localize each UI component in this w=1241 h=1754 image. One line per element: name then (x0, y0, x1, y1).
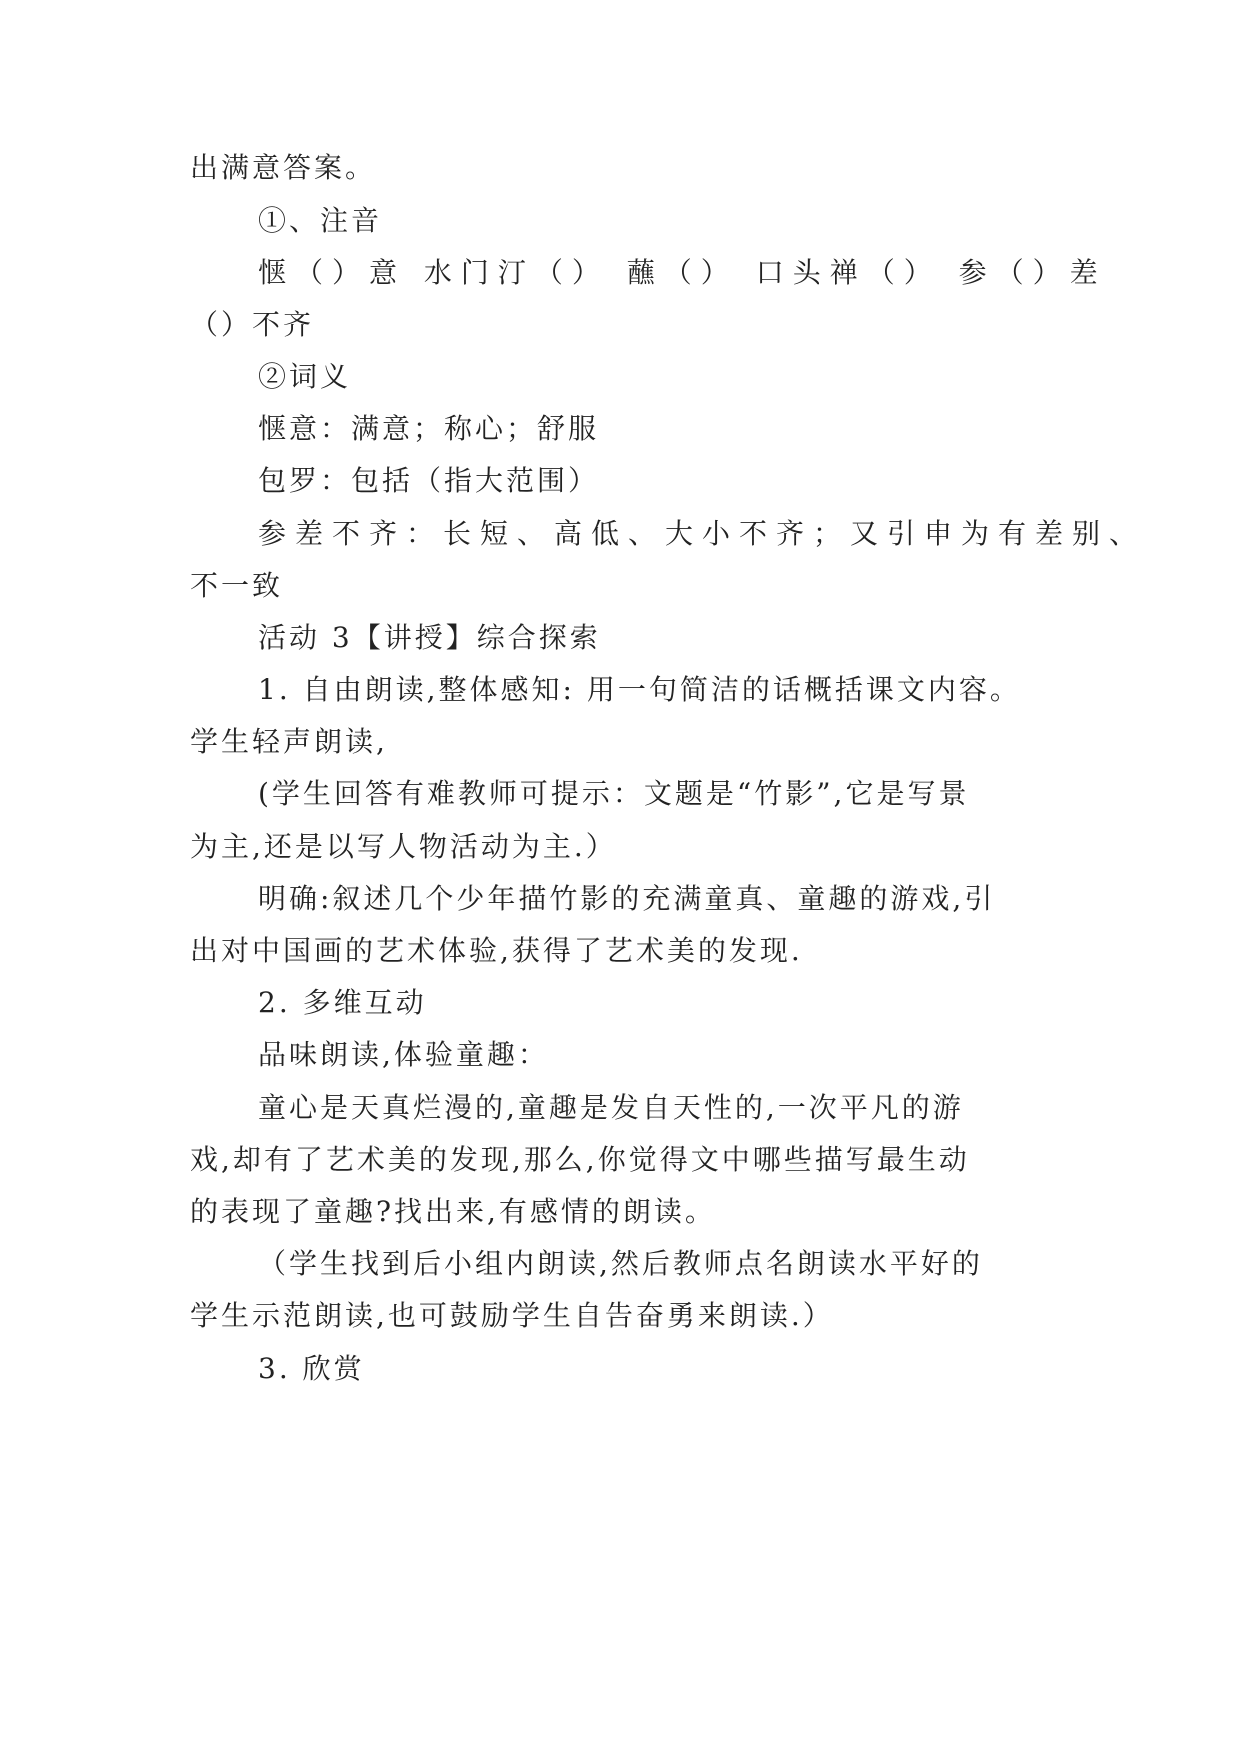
text-line: 参差不齐：长短、高低、大小不齐；又引申为有差别、 (258, 517, 1147, 550)
text-line: ①、注音 (258, 204, 383, 237)
text-line: （学生找到后小组内朗读,然后教师点名朗读水平好的 (258, 1247, 983, 1280)
text-line: 2. 多维互动 (258, 986, 427, 1019)
text-line: 惬（）意 水门汀（） 蘸（） 口头禅（） 参（）差 (258, 256, 1107, 289)
text-line: ②词义 (258, 360, 352, 393)
text-line: 惬意：满意；称心；舒服 (258, 412, 600, 445)
text-line: 为主,还是以写人物活动为主.） (190, 830, 617, 863)
text-line: 活动 3【讲授】综合探索 (258, 621, 601, 654)
text-line: 戏,却有了艺术美的发现,那么,你觉得文中哪些描写最生动 (190, 1143, 970, 1176)
text-line: 出对中国画的艺术体验,获得了艺术美的发现. (190, 934, 803, 967)
text-line: 品味朗读,体验童趣： (258, 1038, 549, 1071)
text-line: (学生回答有难教师可提示：文题是“竹影”,它是写景 (258, 777, 970, 810)
text-line: 1. 自由朗读,整体感知: 用一句简洁的话概括课文内容。 (258, 673, 1021, 706)
text-line: （）不齐 (190, 308, 315, 341)
text-line: 不一致 (190, 569, 284, 602)
text-line: 3. 欣赏 (258, 1352, 365, 1385)
text-line: 学生示范朗读,也可鼓励学生自告奋勇来朗读.） (190, 1299, 834, 1332)
text-line: 明确:叙述几个少年描竹影的充满童真、童趣的游戏,引 (258, 882, 996, 915)
text-line: 学生轻声朗读, (190, 725, 388, 758)
text-line: 童心是天真烂漫的,童趣是发自天性的,一次平凡的游 (258, 1091, 964, 1124)
text-line: 出满意答案。 (190, 151, 377, 184)
text-line: 的表现了童趣?找出来,有感情的朗读。 (190, 1195, 716, 1228)
text-line: 包罗：包括（指大范围） (258, 464, 600, 497)
